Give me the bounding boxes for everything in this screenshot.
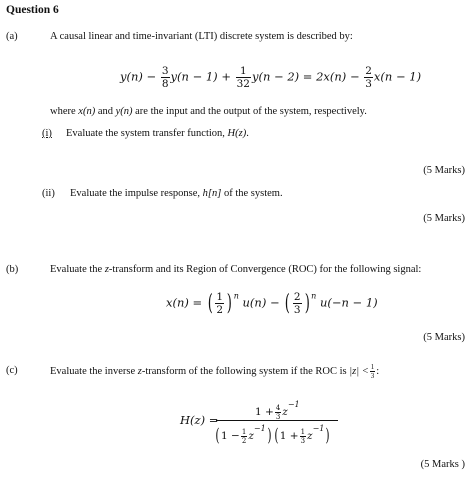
part-a-text: A causal linear and time-invariant (LTI) discrete system is described by: <box>50 31 353 42</box>
eq-c-lhs: H(z) = <box>180 413 219 427</box>
eq-c-denominator <box>214 424 331 447</box>
sub-i-text <box>66 128 249 139</box>
sub-i-desc: Evaluate the system transfer function, <box>66 128 228 139</box>
eq-c-num-exp: −1 <box>287 400 300 409</box>
eq-a-yn2: y(n − 2) <box>252 69 300 84</box>
eq-c-numerator <box>255 400 300 421</box>
eq-c-den-p1-exp: −1 <box>253 424 266 433</box>
question-title: Question 6 <box>6 4 59 16</box>
eq-b-exp-2: n <box>311 291 317 301</box>
eq-c-den-p2a: 1 + <box>279 430 299 442</box>
eq-a-minus2: − <box>349 69 360 84</box>
part-c-label: (c) <box>6 365 18 376</box>
where-post: are the input and the output of the system, respectively. <box>132 106 367 117</box>
where-mid: and <box>95 106 116 117</box>
part-c-roc: |z| < <box>349 365 369 377</box>
sub-ii-marks: (5 Marks) <box>423 213 465 224</box>
equation-b <box>166 291 378 316</box>
eq-c-den-p1a: 1 − <box>221 430 240 442</box>
eq-a-yn1: y(n − 1) <box>170 69 218 84</box>
eq-b-u1: u(n) − <box>242 295 280 310</box>
sub-ii-desc: Evaluate the impulse response, <box>70 188 203 199</box>
part-b-marks: (5 Marks) <box>423 332 465 343</box>
part-b-text <box>50 264 421 275</box>
eq-c-den-p2-frac: $\frac{1}{3}$ <box>300 427 306 445</box>
part-b-pre: Evaluate the <box>50 264 105 275</box>
eq-c-den-lparen-1: ( <box>215 425 220 446</box>
eq-b-lhs: x(n) = <box>166 295 203 310</box>
part-a-label: (a) <box>6 31 18 42</box>
sub-i-hz: H(z) <box>227 128 247 139</box>
eq-a-xn1: x(n − 1) <box>373 69 422 84</box>
eq-a-2xn: 2x(n) <box>316 69 347 84</box>
where-yn: y(n) <box>115 106 133 117</box>
sub-i-marks: (5 Marks) <box>423 165 465 176</box>
eq-c-den-p2z: z <box>307 430 313 442</box>
part-c-text <box>50 363 379 380</box>
eq-c-fraction-bar <box>216 420 338 421</box>
sub-ii-label: (ii) <box>42 188 55 199</box>
eq-c-den-rparen-1: ) <box>267 425 272 446</box>
eq-c-num-z: z <box>282 406 288 418</box>
part-b-label: (b) <box>6 264 19 275</box>
part-c-roc-frac: $\frac{1}{3}$ <box>370 363 375 380</box>
eq-b-rparen-1: ) <box>226 290 232 316</box>
where-pre: where <box>50 106 79 117</box>
eq-b-frac-1-2: $\frac{1}{2}$ <box>216 291 224 316</box>
sub-i-end: . <box>246 128 249 139</box>
part-c-z: z <box>137 365 142 377</box>
eq-a-frac-2-3: $\frac{2}{3}$ <box>365 65 372 90</box>
eq-a-equals: = <box>302 69 313 84</box>
part-b-z: z <box>104 264 109 275</box>
equation-a <box>120 65 421 90</box>
eq-b-rparen-2: ) <box>304 290 310 316</box>
eq-b-lparen-1: ( <box>207 290 213 316</box>
part-c-marks: (5 Marks ) <box>420 459 465 470</box>
part-c-roc-end: : <box>376 365 380 377</box>
eq-b-frac-2-3: $\frac{2}{3}$ <box>293 291 301 316</box>
eq-c-den-p1z: z <box>248 430 254 442</box>
sub-i-label: (i) <box>42 128 52 139</box>
eq-c-den-lparen-2: ( <box>274 425 279 446</box>
eq-c-num-a: 1 + <box>255 406 274 418</box>
eq-a-plus: + <box>221 69 231 84</box>
part-c-pre: Evaluate the inverse <box>50 365 138 377</box>
part-a-where-line <box>50 106 367 117</box>
eq-b-lparen-2: ( <box>284 290 291 316</box>
eq-a-frac-1-32: $\frac{1}{32}$ <box>236 65 250 90</box>
sub-ii-end: of the system. <box>221 188 283 199</box>
part-b-post: -transform and its Region of Convergence (ROC) for the following signal: <box>108 264 422 275</box>
sub-ii-hn: h[n] <box>202 188 222 199</box>
part-c-post: -transform of the following system if the ROC is <box>141 365 350 377</box>
eq-c-den-p2-exp: −1 <box>312 424 325 433</box>
where-xn: x(n) <box>78 106 96 117</box>
eq-c-den-p1-frac: $\frac{1}{2}$ <box>241 427 247 445</box>
eq-a-frac-3-8: $\frac{3}{8}$ <box>161 65 169 90</box>
eq-a-yn: y(n) <box>120 69 143 84</box>
eq-b-u2: u(−n − 1) <box>319 295 378 310</box>
sub-ii-text <box>70 188 283 199</box>
eq-c-num-frac: $\frac{4}{3}$ <box>275 403 281 421</box>
eq-a-minus: − <box>146 69 157 84</box>
eq-b-exp-1: n <box>233 291 239 301</box>
eq-c-den-rparen-2: ) <box>325 425 330 446</box>
